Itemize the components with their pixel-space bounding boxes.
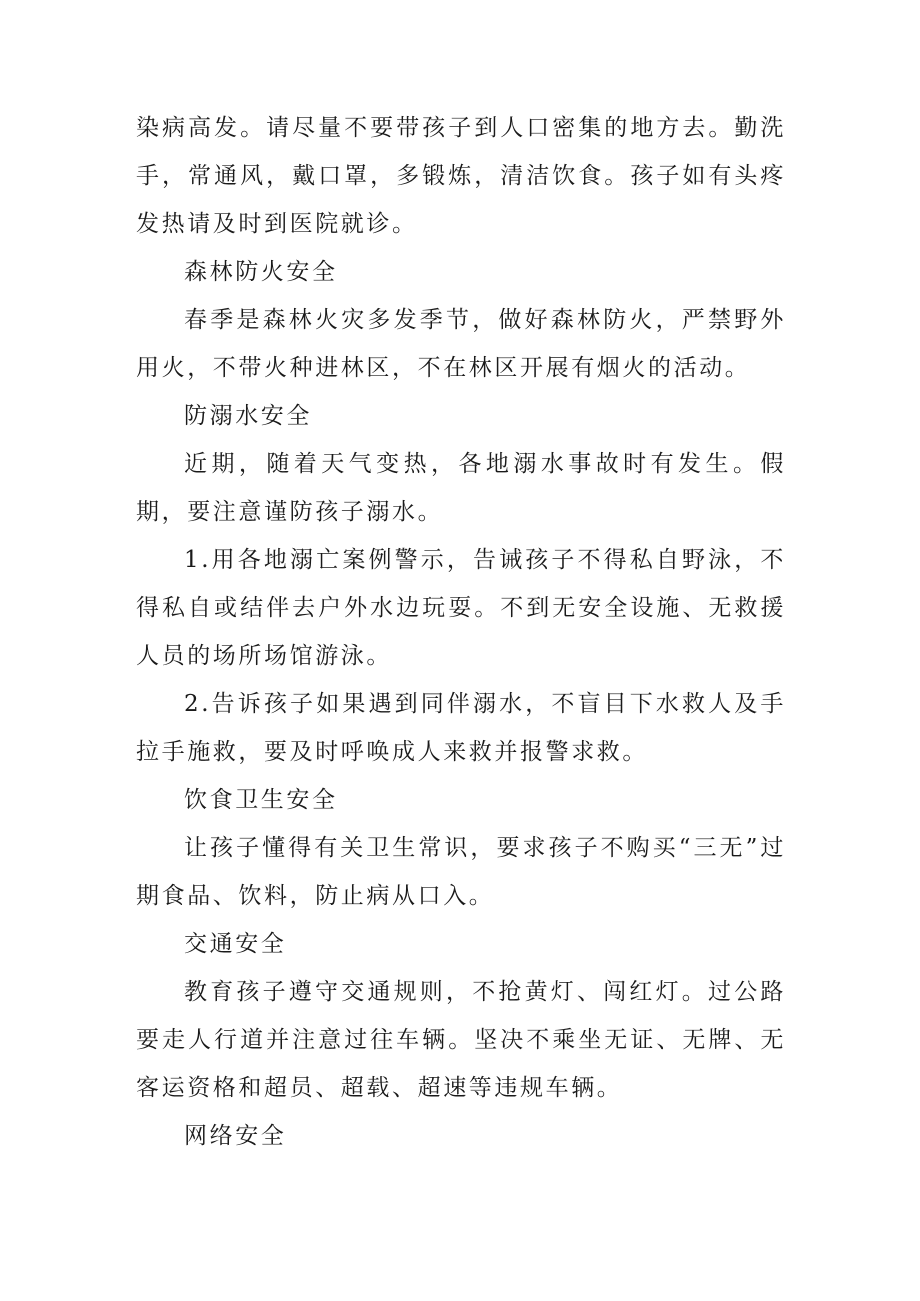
paragraph-illness-prevention: 染病高发。请尽量不要带孩子到人口密集的地方去。勤洗手，常通风，戴口罩，多锻炼，清洁饮食。孩子如有头疼发热请及时到医院就诊。	[136, 115, 786, 237]
paragraph-forest-fire: 春季是森林火灾多发季节，做好森林防火，严禁野外用火，不带火种进林区，不在林区开展有烟火的活动。	[136, 307, 786, 381]
heading-drowning-safety: 防溺水安全	[184, 403, 312, 429]
document-page	[136, 104, 786, 1160]
heading-internet-safety: 网络安全	[184, 1123, 287, 1149]
paragraph-drowning-point-1: 1.用各地溺亡案例警示，告诫孩子不得私自野泳，不得私自或结伴去户外水边玩耍。不到无安全设施、无救援人员的场所场馆游泳。	[136, 547, 786, 669]
paragraph-food-hygiene: 让孩子懂得有关卫生常识，要求孩子不购买“三无”过期食品、饮料，防止病从口入。	[136, 835, 786, 909]
paragraph-traffic: 教育孩子遵守交通规则，不抢黄灯、闯红灯。过公路要走人行道并注意过往车辆。坚决不乘坐无证、无牌、无客运资格和超员、超载、超速等违规车辆。	[136, 979, 786, 1101]
paragraph-drowning-intro: 近期，随着天气变热，各地溺水事故时有发生。假期，要注意谨防孩子溺水。	[136, 451, 786, 525]
heading-forest-fire-safety: 森林防火安全	[184, 259, 338, 285]
heading-traffic-safety: 交通安全	[184, 931, 287, 957]
heading-food-hygiene-safety: 饮食卫生安全	[184, 787, 338, 813]
paragraph-drowning-point-2: 2.告诉孩子如果遇到同伴溺水，不盲目下水救人及手拉手施救，要及时呼唤成人来救并报警求救。	[136, 691, 786, 765]
